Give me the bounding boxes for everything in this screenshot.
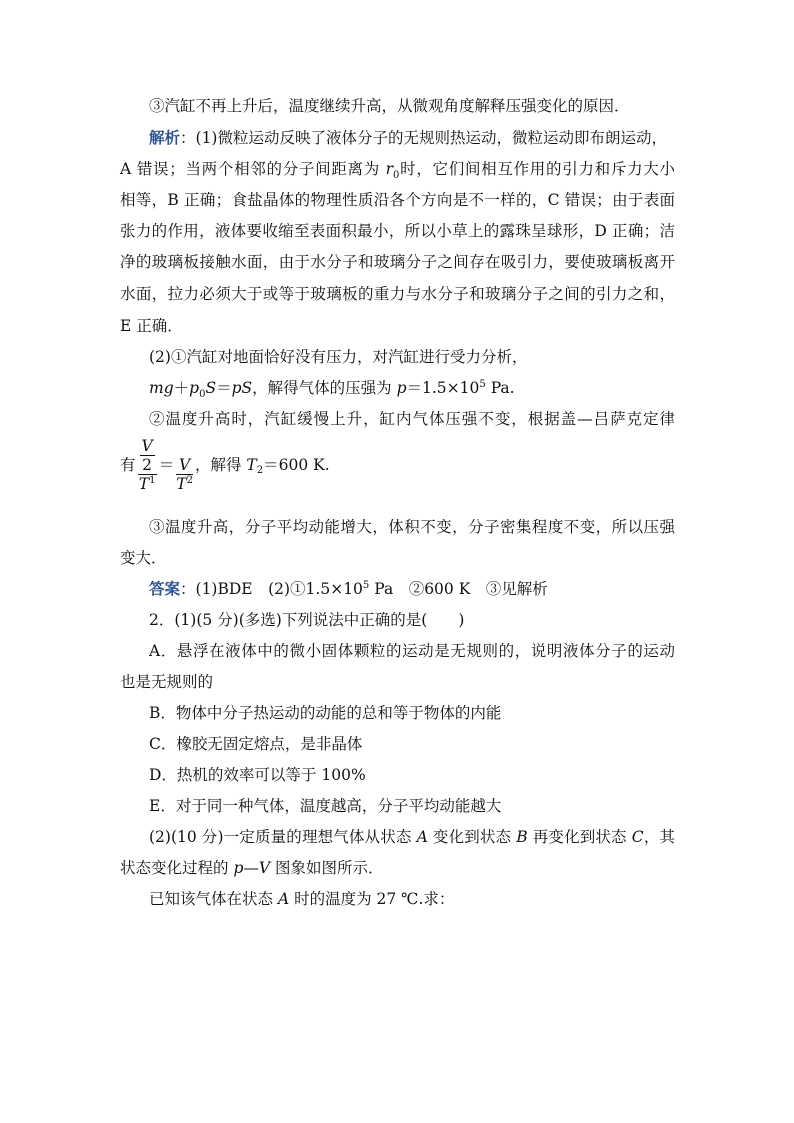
t1-superscript: 1 [149,474,156,486]
answer-exponent: 5 [362,579,370,591]
t2-superscript: 2 [186,474,193,486]
t2-value: ＝600 K. [263,456,330,474]
analysis-line-4: 张力的作用，液体要收缩至表面积最小，所以小草上的露珠呈球形，D 正确；洁 [120,222,675,240]
equation-text: ，解得气体的压强为 [252,379,397,397]
known-text: 时的温度为 27 ℃.求： [289,890,455,908]
analysis-label: 解析 [149,128,181,147]
answer-text: ：(1)BDE (2)①1.5×10 [180,580,363,598]
symbol-mg: mg [149,379,174,397]
symbol-T: T [138,475,150,493]
state-b: B [516,828,528,846]
question-2-part-2-line-1 [149,827,675,847]
symbol-T: T [176,474,187,493]
fraction-prefix: 有 [120,456,136,474]
analysis-line-6: 水面，拉力必须大于或等于玻璃板的重力与水分子和玻璃分子之间的引力之和， [120,285,675,303]
question-2-option-a-cont: 也是无规则的 [120,673,214,691]
analysis-line-1 [149,128,667,148]
analysis-line-3: 相等，B 正确；食盐晶体的物理性质沿各个方向是不一样的，C 错误；由于表面 [120,191,675,209]
symbol-V: V [176,456,193,475]
number-2: 2 [142,456,153,474]
symbol-S: S [205,379,217,397]
fraction-left [138,437,157,493]
analysis-text: A 错误；当两个相邻的分子间距离为 [120,160,386,178]
state-a: A [277,890,290,908]
known-text: 已知该气体在状态 [149,890,278,908]
p0-subscript: 0 [199,389,206,401]
answer-label: 答案 [149,579,181,598]
part2-text: 再变化到状态 [527,828,632,846]
part2-text: 状态变化过程的 [120,859,234,877]
part2-line-5: ③温度升高，分子平均动能增大，体积不变，分子密集程度不变，所以压强 [149,518,675,536]
equals-sign: ＝ [158,456,175,474]
symbol-pS: pS [231,379,253,397]
part2-text: ，其 [643,828,675,846]
part2-line-3: ②温度升高时，汽缸缓慢上升，缸内气体压强不变，根据盖—吕萨克定律 [149,410,675,428]
analysis-text: 时，它们间相互作用的引力和斥力大小 [399,160,675,178]
question-2-option-e: E．对于同一种气体，温度越高，分子平均动能越大 [149,797,502,815]
symbol-V: V [141,437,153,455]
plus-sign: ＋ [173,379,190,397]
question-2-option-d: D．热机的效率可以等于 100% [149,766,366,784]
t2-subscript: 2 [256,465,264,477]
analysis-line-2 [120,159,675,182]
symbol-p: p [189,379,200,397]
fraction-left-denominator [138,475,157,493]
question-2-stem: 2．(1)(5 分)(多选)下列说法中正确的是( ) [149,611,465,629]
part2-line-6: 变大． [120,549,167,567]
answer-line [149,579,548,599]
symbol-p: p [396,379,407,397]
analysis-text: ：(1)微粒运动反映了液体分子的无规则热运动，微粒运动即布朗运动， [180,129,667,147]
question-2-option-a: A．悬浮在液体中的微小固体颗粒的运动是无规则的，说明液体分子的运动 [149,642,675,660]
analysis-line-7: E 正确． [120,317,183,335]
part2-text: (2)(10 分)一定质量的理想气体从状态 [149,828,417,846]
r0-symbol: r [385,160,394,178]
part2-equation [149,378,515,401]
part2-text: 变化到状态 [427,828,517,846]
analysis-line-5: 净的玻璃板接触水面，由于水分子和玻璃分子之间存在吸引力，要使玻璃板离开 [120,253,675,271]
equals-sign: ＝ [216,379,232,397]
part2-text: 图象如图所示． [270,859,384,877]
fraction-right [176,456,193,493]
question-1-part-3: ③汽缸不再上升后，温度继续升高，从微观角度解释压强变化的原因． [149,97,630,115]
fraction-text: ，解得 [194,456,247,474]
symbol-T2: T [246,456,257,474]
fraction-left-numerator [138,437,157,475]
answer-text: Pa ②600 K ③见解析 [369,580,548,598]
part2-line-1: (2)①汽缸对地面恰好没有压力，对汽缸进行受力分析， [149,348,528,366]
r0-subscript: 0 [393,170,400,182]
pressure-exponent: 5 [479,378,486,390]
state-a: A [416,828,428,846]
question-2-option-c: C．橡胶无固定熔点，是非晶体 [149,735,363,753]
state-c: C [631,828,644,846]
pressure-value: ＝1.5×10 [406,379,480,397]
pressure-unit: Pa. [485,379,515,397]
part2-fraction-line [120,437,330,493]
question-2-part-2-line-2 [120,858,384,878]
question-2-known-condition [149,889,454,909]
pv-label: p—V [233,859,271,877]
fraction-right-denominator [176,475,193,493]
question-2-option-b: B．物体中分子热运动的动能的总和等于物体的内能 [149,704,502,722]
